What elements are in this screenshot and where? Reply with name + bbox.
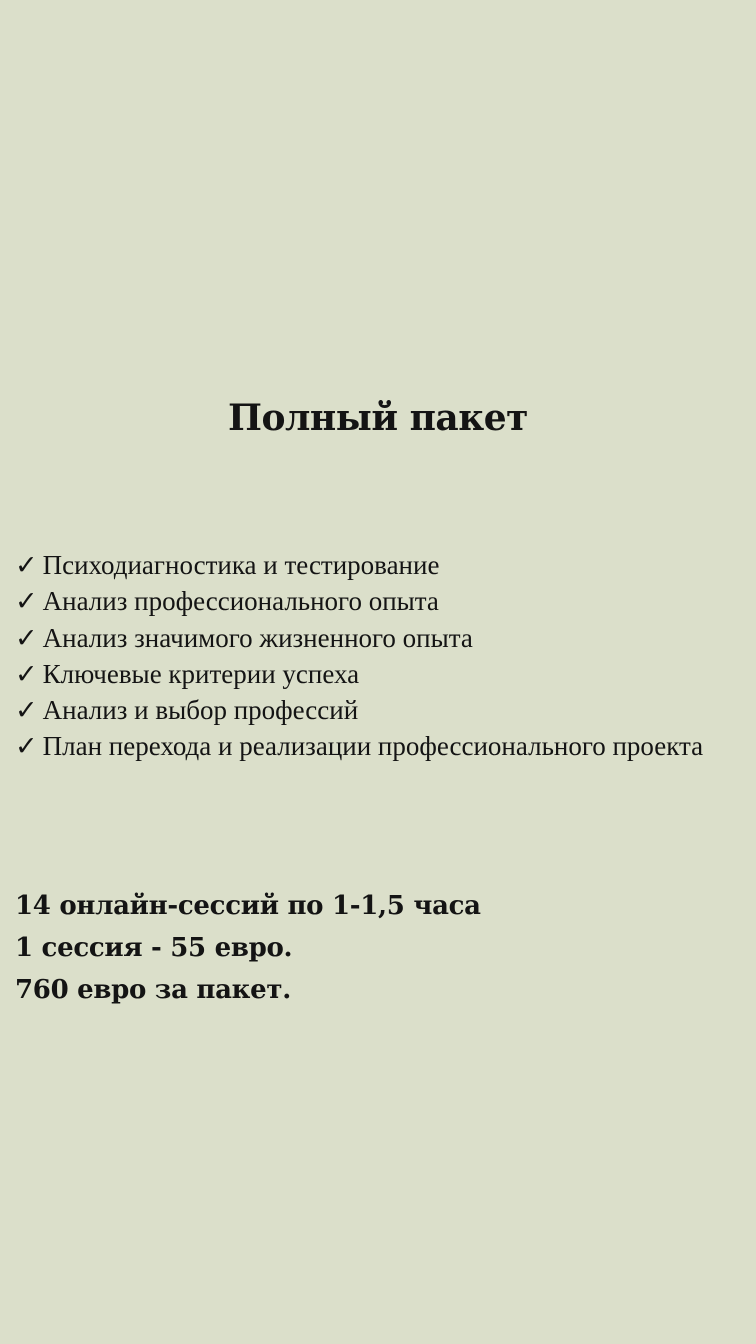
feature-label: Психодиагностика и тестирование [42, 550, 440, 580]
feature-item [15, 692, 741, 728]
checkmark-icon: ✓ [15, 695, 38, 726]
checkmark-icon: ✓ [15, 586, 38, 617]
checkmark-icon: ✓ [15, 622, 38, 653]
feature-item [15, 656, 741, 692]
checkmark-icon: ✓ [15, 550, 38, 580]
feature-label: Анализ и выбор профессий [42, 695, 359, 726]
feature-item [15, 620, 741, 656]
feature-label: Ключевые критерии успеха [42, 658, 360, 689]
pricing-block [15, 885, 741, 1011]
package-price: 760 евро за пакет. [15, 975, 291, 1005]
feature-item [15, 728, 741, 764]
feature-label: Анализ профессионального опыта [42, 586, 439, 617]
feature-label: План перехода и реализации профессионального проекта [42, 731, 704, 762]
checkmark-icon: ✓ [15, 658, 38, 689]
sessions-count: 14 онлайн-сессий по 1-1,5 часа [15, 891, 481, 921]
session-price: 1 сессия - 55 евро. [15, 933, 293, 963]
checkmark-icon: ✓ [15, 731, 38, 762]
feature-list [15, 547, 741, 765]
feature-label: Анализ значимого жизненного опыта [42, 622, 473, 653]
feature-item [15, 583, 741, 619]
page-title: Полный пакет [228, 397, 528, 439]
feature-item [15, 547, 741, 583]
